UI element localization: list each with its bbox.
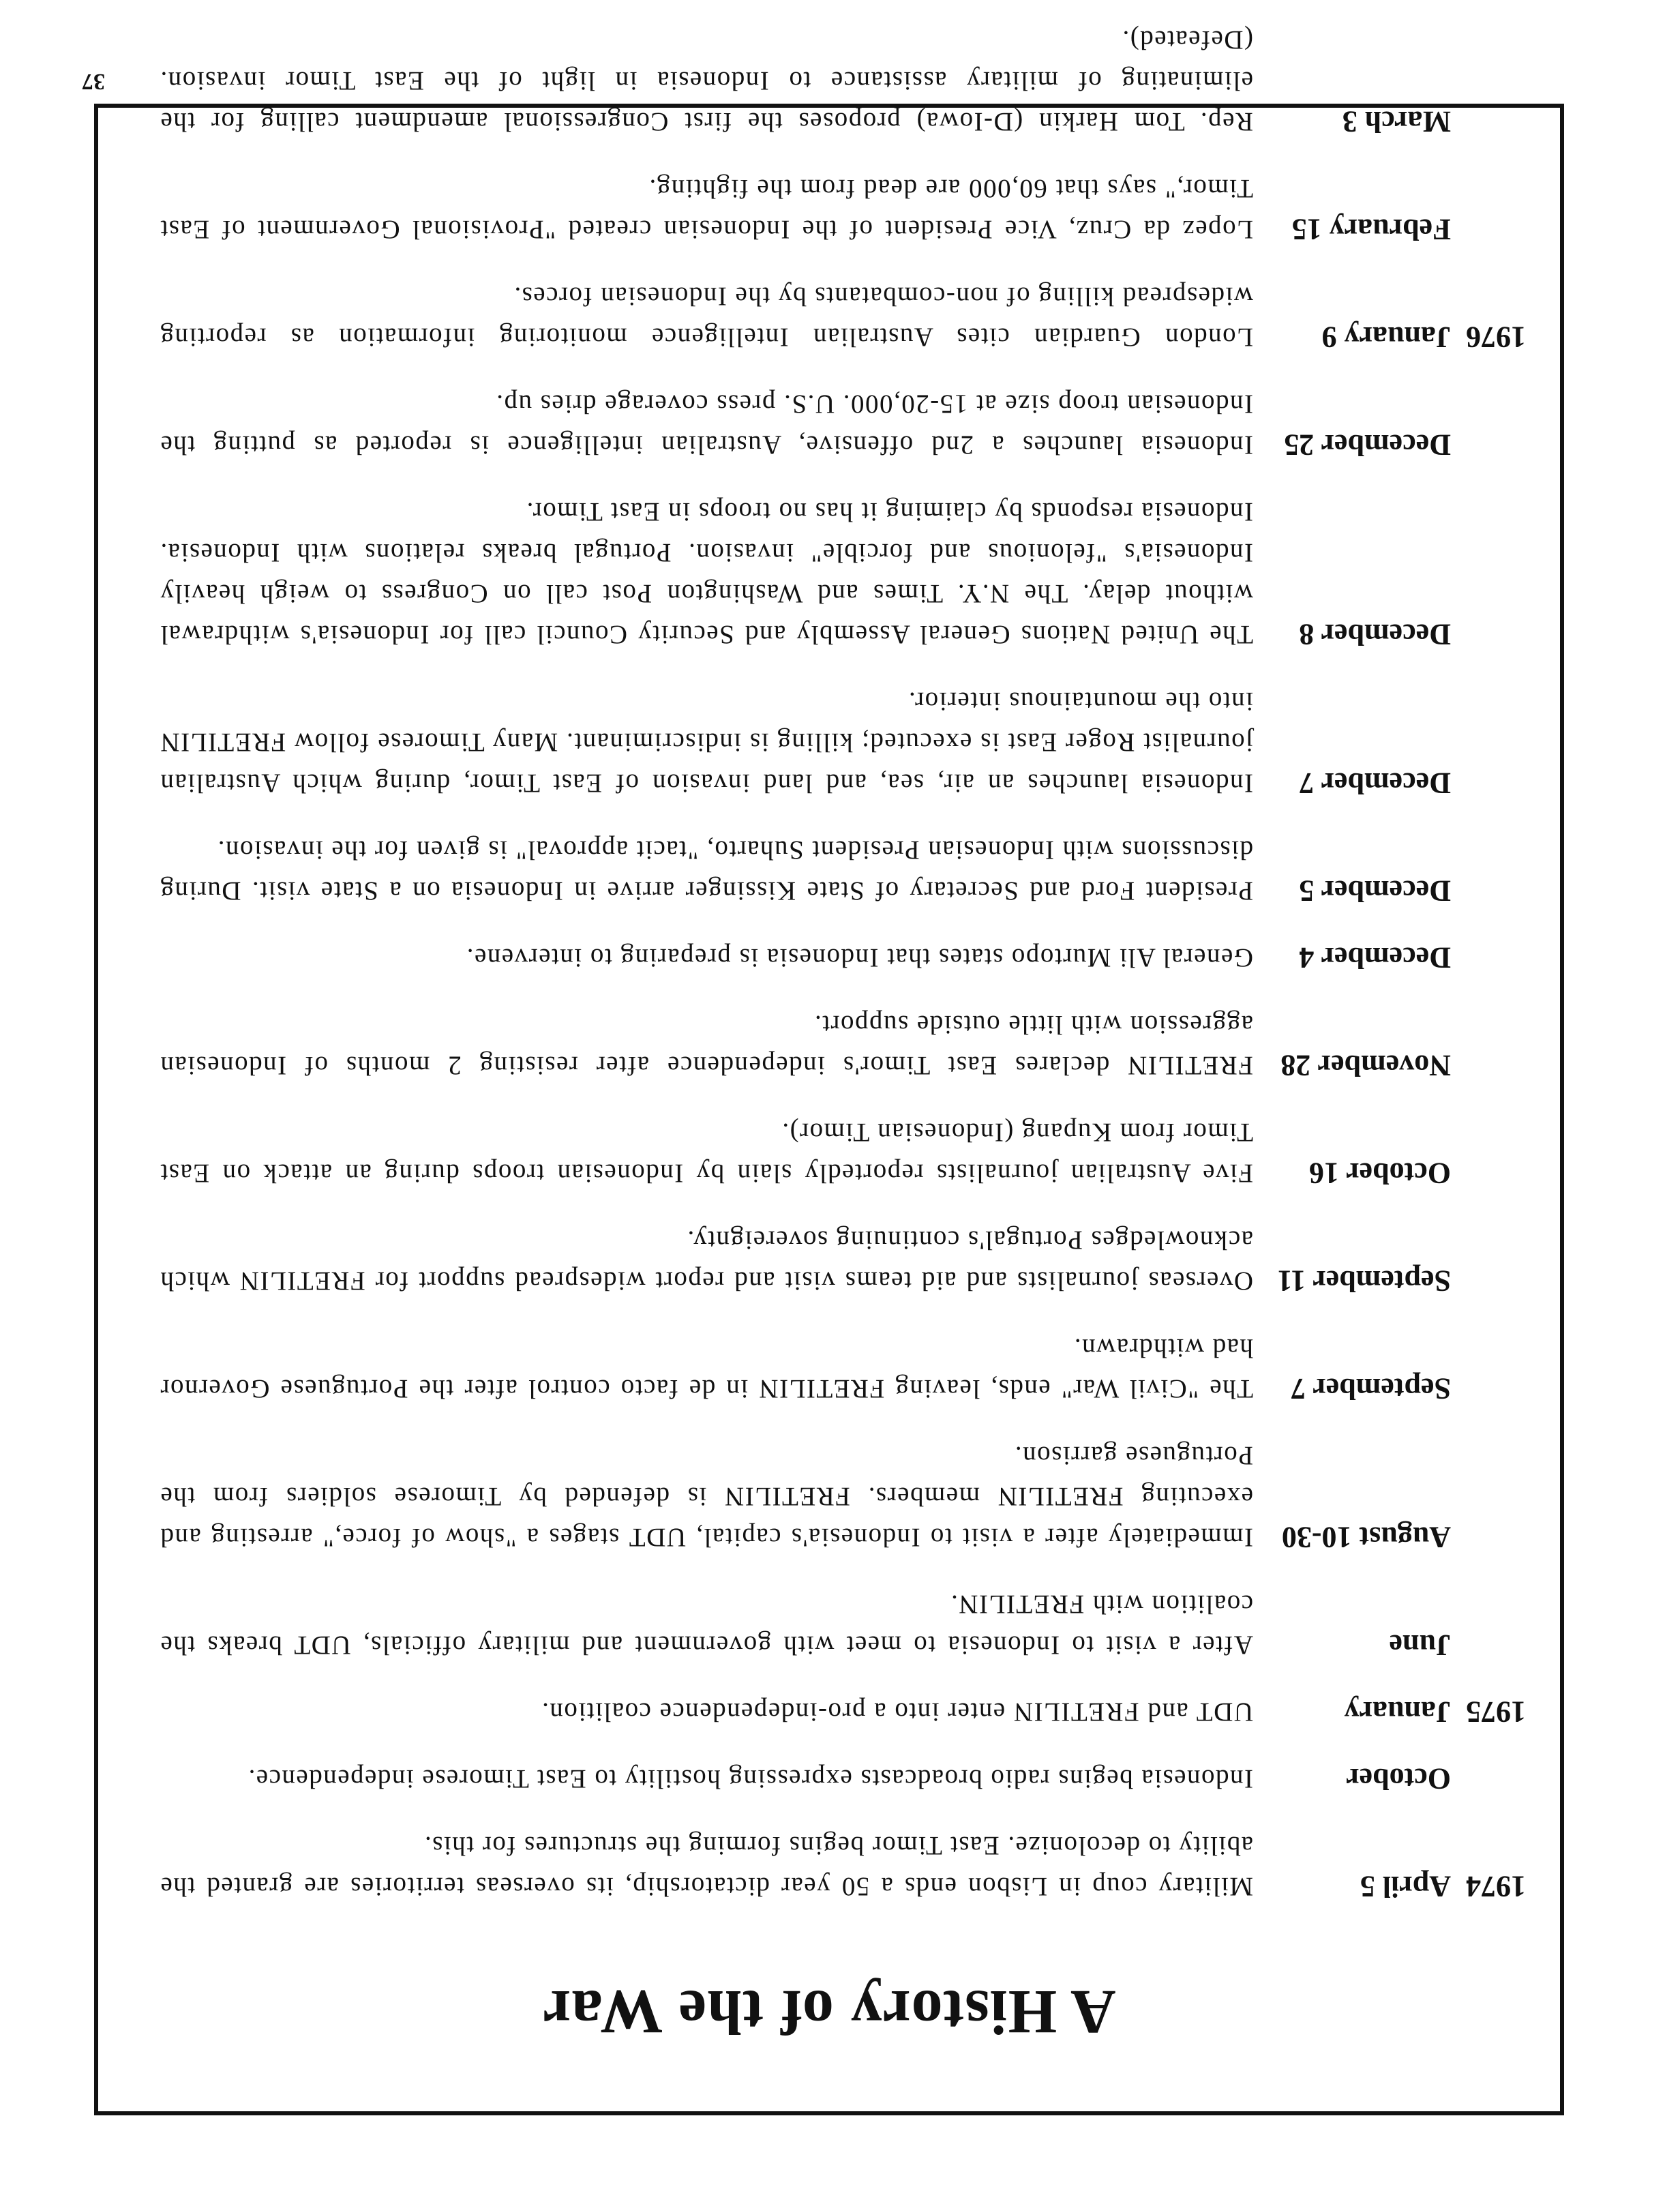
entry-description: Indonesia launches a 2nd offensive, Australian intelligence is reported as putting the Indonesian troop size at 15-20,000. U.S. press coverage dries up. xyxy=(160,389,1253,460)
timeline-entry xyxy=(160,1691,1526,1732)
entry-description: Rep. Tom Harkin (D-Iowa) proposes the first Congressional amendment calling for the eliminating of military assistance to Indonesia in light of the East Timor invasion. (Defeated). xyxy=(160,25,1253,136)
entry-description: After a visit to Indonesia to meet with government and military officials, UDT breaks the coalition with FRETILIN. xyxy=(160,1590,1253,1660)
timeline xyxy=(160,0,1526,1907)
entry-date: February 15 xyxy=(1291,213,1451,246)
entry-date: January xyxy=(1344,1695,1451,1729)
timeline-entry xyxy=(160,1758,1526,1799)
entry-description: UDT and FRETILIN enter into a pro-independence coalition. xyxy=(541,1697,1253,1727)
entry-description: The United Nations General Assembly and Security Council call for Indonesia's withdrawal without delay. The N.Y. Times and Washington Post call on Congress to weigh heavily Indonesia's "felonious and forcible" invasion. Portugal breaks relations with Indonesia. Indonesia responds by claiming it has no troops in East Timor. xyxy=(160,497,1253,649)
timeline-entry xyxy=(160,276,1526,357)
entry-description: President Ford and Secretary of State Kissinger arrive in Indonesia on a State visit. During discussions with Indonesian President Suharto, "tacit approval" is given for the invasion. xyxy=(160,835,1253,906)
timeline-entry xyxy=(160,1825,1526,1907)
entry-description: FRETILIN declares East Timor's independence after resisting 2 months of Indonesian aggression with little outside support. xyxy=(160,1010,1253,1080)
entry-date: January 9 xyxy=(1321,321,1451,354)
page-border xyxy=(94,25,1564,2115)
timeline-entry xyxy=(160,681,1526,803)
entry-date: September 7 xyxy=(1290,1372,1451,1405)
entry-description: Indonesia launches an air, sea, and land invasion of East Timor, during which Australian journalist Roger East is executed; killing is indiscriminant. Many Timorese follow FRETILIN into the mountainous interior. xyxy=(160,687,1253,798)
entry-date: September 11 xyxy=(1277,1264,1451,1298)
entry-date: April 5 xyxy=(1360,1870,1451,1903)
page-number: 37 xyxy=(82,69,105,94)
entry-description: Indonesia begins radio broadcasts expressing hostility to East Timorese independence. xyxy=(247,1764,1253,1793)
entry-date: December 5 xyxy=(1299,874,1451,908)
entry-date: October 16 xyxy=(1308,1157,1451,1190)
timeline-entry xyxy=(160,1112,1526,1193)
entry-date: December 8 xyxy=(1299,618,1451,651)
timeline-entry xyxy=(160,1219,1526,1301)
entry-year: 1974 xyxy=(1466,1870,1526,1903)
entry-date: October xyxy=(1346,1762,1451,1796)
entry-year: 1975 xyxy=(1466,1695,1526,1729)
timeline-entry xyxy=(160,1327,1526,1409)
entry-description: London Guardian cites Australian Intelligence monitoring information as reporting widespread killing of non-combatants by the Indonesian forces. xyxy=(160,282,1253,352)
entry-description: Military coup in Lisbon ends a 50 year dictatorship, its overseas territories are granted the ability to decolonize. East Timor begins forming the structures for this. xyxy=(160,1831,1253,1901)
timeline-entry xyxy=(160,19,1526,142)
timeline-entry xyxy=(160,1435,1526,1558)
timeline-entry xyxy=(160,491,1526,655)
entry-description: The "Civil War" ends, leaving FRETILIN in de facto control after the Portuguese Governor had withdrawn. xyxy=(160,1333,1253,1403)
entry-date: December 7 xyxy=(1299,766,1451,800)
entry-description: Five Australian journalists reportedly slain by Indonesian troops during an attack on East Timor from Kupang (Indonesian Timor). xyxy=(160,1118,1253,1188)
entry-year: 1976 xyxy=(1466,321,1526,354)
timeline-entry xyxy=(160,383,1526,465)
entry-date: December 25 xyxy=(1284,428,1451,462)
entry-date: June xyxy=(1389,1628,1451,1662)
entry-description: Immediately after a visit to Indonesia's capital, UDT stages a "show of force," arresting and executing FRETILIN members. FRETILIN is defended by Timorese soldiers from the Portuguese garrison. xyxy=(160,1441,1253,1552)
entry-date: March 3 xyxy=(1342,105,1451,138)
timeline-entry xyxy=(160,1004,1526,1086)
timeline-entry xyxy=(160,829,1526,911)
entry-date: December 4 xyxy=(1299,941,1451,974)
entry-description: Lopez da Cruz, Vice President of the Indonesian created "Provisional Government of East Timor," says that 60,000 are dead from the fighting. xyxy=(160,174,1253,244)
entry-date: August 10-30 xyxy=(1281,1521,1451,1554)
timeline-entry xyxy=(160,1583,1526,1665)
entry-description: Overseas journalists and aid teams visit and report widespread support for FRETILIN which acknowledges Portugal's continuing sovereignty. xyxy=(160,1225,1253,1296)
entry-description: General Ali Murtopo states that Indonesia is preparing to intervene. xyxy=(466,943,1253,972)
timeline-entry xyxy=(160,168,1526,250)
page-title: A History of the War xyxy=(542,1978,1116,2047)
entry-date: November 28 xyxy=(1280,1049,1451,1082)
timeline-entry xyxy=(160,937,1526,978)
